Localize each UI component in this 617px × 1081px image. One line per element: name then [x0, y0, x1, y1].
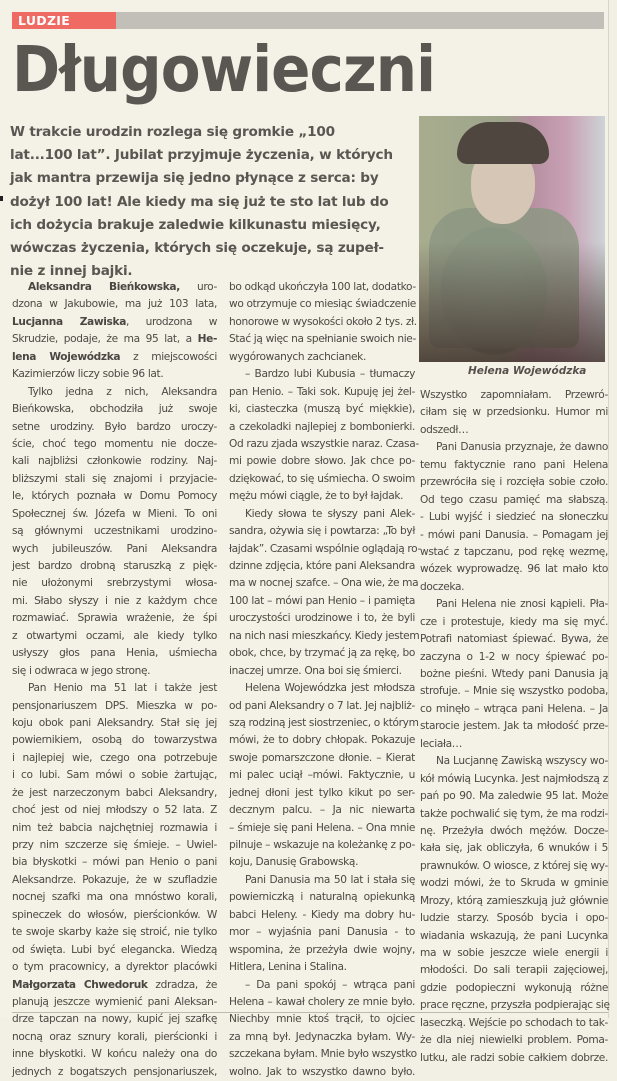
article-line: [229, 296, 415, 313]
text-run: koju, Danusię Grabowską.: [229, 856, 359, 869]
article-line: [12, 889, 217, 906]
article-line: [12, 575, 217, 592]
article-line: [229, 541, 421, 558]
article-line: [229, 837, 415, 854]
article-column-1: [12, 279, 217, 1081]
article-line: [12, 942, 217, 959]
text-run: - Lubi wyjść i siedzieć na słoneczku: [420, 511, 608, 524]
text-run: mi powie dobre słowo. Jak chce po-: [229, 455, 415, 468]
text-run: zaczyna o 1-2 w nocy śpiewać po-: [420, 650, 608, 663]
text-run: ki, ciasteczka (muszą być miękkie),: [229, 403, 415, 416]
article-line: [229, 1046, 415, 1063]
article-line: [229, 575, 419, 592]
article-line: [12, 977, 217, 994]
article-line: [229, 907, 415, 924]
text-run: pilnuje – wskazuje na koleżankę z po-: [229, 839, 415, 851]
article-line: [229, 977, 415, 994]
article-line: [12, 471, 217, 488]
article-line: [420, 631, 608, 648]
text-run: od święta. Lubi być elegancka. Wiedzą: [12, 943, 217, 956]
article-line: [12, 541, 217, 558]
text-run: zdradza, że: [147, 978, 217, 991]
text-run: że jest narzeczonym babci Aleksandry,: [12, 786, 217, 799]
text-run: , urodzona w: [126, 315, 218, 328]
article-line: [229, 558, 415, 575]
text-run: Od tego czasu pamięć ma słabszą.: [420, 493, 608, 506]
article-line: [229, 628, 420, 645]
article-line: [229, 872, 415, 889]
article-line: [420, 666, 608, 683]
article-line: [12, 349, 217, 366]
article-line: [12, 924, 217, 941]
article-line: [12, 436, 217, 453]
article-line: [229, 698, 415, 715]
article-line: [420, 596, 608, 613]
bold-name: Aleksandra Bieńkowska,: [28, 281, 180, 293]
text-run: te swoje skarby każe się stroić, nie tylko: [12, 926, 217, 939]
text-run: usłyszy głos pana Henia, uśmiecha: [12, 647, 217, 660]
text-run: wygórowanych zachcianek.: [229, 350, 366, 363]
article-line: [229, 645, 415, 662]
text-run: bliższymi stali się znajomi i przyjacie-: [12, 472, 217, 485]
photo-caption: Helena Wojewódzka: [468, 365, 587, 377]
text-run: wolno. Jak to wszystko dawno było.: [229, 1065, 415, 1078]
text-run: Mrozy, którą zamieszkują już głównie: [420, 894, 608, 907]
article-line: [229, 732, 415, 749]
article-line: [420, 823, 608, 840]
text-run: nocną oraz sznury korali, pierścionki i: [12, 1030, 217, 1043]
bottom-rule: [12, 1012, 608, 1013]
text-run: le, których poznała w Domu Pomocy: [12, 490, 217, 503]
article-line: [229, 959, 415, 976]
article-line: [420, 474, 608, 491]
article-line: [420, 457, 608, 474]
bold-name: lena Wojewódzka: [12, 350, 121, 363]
article-line: [420, 980, 608, 997]
article-line: [12, 1011, 217, 1028]
text-run: jednych z bogatszych pensjonariuszek,: [12, 1065, 217, 1078]
text-run: Pani Danusia ma 50 lat i stała się: [245, 873, 415, 886]
article-line: [229, 802, 415, 819]
article-line: [12, 837, 217, 854]
text-run: Pani Helena nie znosi kąpieli. Pła-: [436, 598, 608, 611]
article-line: [12, 959, 217, 976]
text-run: obok, chce, by trzymać ją za rękę, bo: [229, 647, 415, 660]
text-run: gdzie podopieczni wykonują różne: [420, 981, 608, 994]
bold-name: He-: [197, 333, 217, 346]
text-run: jest bardzo drobną staruszką z pięk-: [12, 560, 217, 572]
text-run: Aleksandrze. Pokazuje, że w szufladzie: [12, 873, 217, 886]
article-line: [420, 527, 608, 544]
lead-line: jak mantra przewija się jedno płynące z serca: by: [10, 170, 379, 187]
text-run: prawnuków. O wiosce, z której się wy-: [420, 859, 608, 872]
text-run: i najlepiej wie, czego ona potrzebuje: [12, 751, 217, 764]
text-run: – Da pani spokój – wtrąca pani: [245, 978, 415, 991]
text-run: nie ułożonymi srebrzystymi włosa-: [12, 577, 217, 590]
article-line: [12, 279, 217, 296]
text-run: uroczystości urodzinowe i to, że byli: [229, 612, 415, 625]
article-line: [420, 893, 608, 910]
article-line: [229, 889, 415, 906]
article-line: [12, 296, 217, 313]
text-run: Helena Wojewódzka jest młodsza: [245, 682, 415, 695]
article-line: [12, 628, 217, 645]
text-run: jednej dłoni jest tylko kikut po ser-: [229, 786, 415, 799]
article-line: [420, 1032, 608, 1049]
text-run: setne urodziny. Było bardzo uroczy-: [12, 420, 217, 433]
article-line: [12, 820, 217, 837]
article-line: [420, 910, 608, 927]
text-run: Bieńkowska, obchodziła już swoje: [12, 403, 217, 416]
text-run: pan Henio. – Taki sok. Kupuję jej żel-: [229, 385, 415, 398]
article-line: [229, 419, 415, 436]
text-run: Wszystko zapomniałam. Przewró-: [420, 389, 608, 401]
text-run: decznym palcu. – Ja nic niewarta: [229, 804, 415, 817]
article-line: [229, 1064, 415, 1081]
text-run: dzona w Jakubowie, ma już 103 lata,: [12, 298, 217, 311]
text-run: Społecznej św. Józefa w Mieni. To oni: [12, 507, 217, 520]
text-run: wstać z tapczanu, pod rękę wezmę,: [420, 545, 608, 558]
article-line: [420, 701, 608, 718]
text-run: kała się, jak obliczyła, 6 wnuków i 5: [420, 842, 608, 855]
text-run: honorowe w wysokości około 2 tys. zł.: [229, 315, 417, 328]
article-line: [12, 523, 217, 540]
article-line: [12, 1064, 217, 1081]
text-run: z miejscowości: [120, 350, 218, 363]
text-run: inne błyskotki. W końcu należy ona do: [12, 1048, 217, 1061]
article-line: [12, 401, 217, 418]
text-run: się i odwraca w jego stronę.: [12, 664, 151, 677]
margin-mark: [0, 196, 3, 201]
article-line: [229, 767, 415, 784]
headline: Długowieczni: [12, 33, 436, 106]
article-line: [229, 506, 415, 523]
text-run: Hitlera, Lenina i Stalina.: [229, 961, 347, 974]
article-line: [12, 750, 217, 767]
article-line: [420, 439, 608, 456]
bold-name: Małgorzata Chwedoruk: [12, 978, 148, 991]
text-run: ludzie starzy. Sposób bycia i opo-: [420, 912, 608, 925]
text-run: dziękować, to się uśmiecha. O swoim: [229, 472, 415, 485]
article-line: [229, 471, 415, 488]
article-line: [420, 788, 608, 805]
section-header-bar: [12, 12, 604, 29]
article-line: [12, 488, 217, 505]
article-line: [229, 750, 415, 767]
text-run: od pani Aleksandry o 7 lat. Jej najbliż-: [229, 699, 415, 712]
article-line: [420, 962, 608, 979]
article-line: [420, 753, 608, 770]
text-run: Na Lucjannę Zawiską wszyscy wo-: [436, 755, 608, 768]
article-line: [229, 715, 419, 732]
text-run: mi palec uciął –mówi. Faktycznie, u: [229, 769, 415, 782]
article-line: [12, 663, 217, 680]
article-column-3: [420, 387, 608, 1067]
text-run: z otwartymi oczami, ale kiedy tylko: [12, 629, 217, 642]
article-line: [420, 928, 608, 945]
article-line: [420, 509, 608, 526]
text-run: laseczką. Wejście po schodach to tak-: [420, 1016, 608, 1029]
article-line: [420, 683, 608, 700]
text-run: także pochwalić się tym, że ma rodzi-: [420, 807, 608, 820]
article-line: [12, 698, 217, 715]
text-run: ma w sobie jeszcze wiele energii i: [420, 947, 608, 959]
article-line: [229, 401, 415, 418]
text-run: doczeka.: [420, 580, 465, 593]
article-line: [420, 561, 608, 578]
article-line: [12, 453, 217, 470]
article-line: [229, 279, 415, 296]
text-run: ma w nocnej szafce. – Ona wie, że ma: [229, 577, 419, 590]
text-run: wspomina, że przeżyła dwie wojny,: [229, 943, 415, 956]
text-run: - mówi pani Danusia. – Pomagam jej: [420, 528, 608, 541]
text-run: sandra, ożywia się i powtarza: „To był: [229, 525, 415, 538]
article-line: [12, 802, 217, 819]
article-line: [12, 1046, 217, 1063]
text-run: choć jest od niej młodszy o 52 lata. Z: [12, 804, 217, 817]
photo-shade: [419, 242, 605, 362]
lead-paragraph: [10, 121, 410, 283]
article-line: [229, 488, 415, 505]
article-line: [12, 907, 217, 924]
text-run: uro-: [179, 281, 217, 293]
text-run: są głównymi uczestnikami urodzino-: [12, 525, 217, 538]
text-run: – śmieje się pani Helena. – Ona mnie: [229, 821, 415, 834]
section-tag: LUDZIE: [12, 12, 116, 29]
article-line: [229, 942, 415, 959]
article-line: [12, 767, 217, 784]
text-run: mężu mówi ciągle, że to był łajdak.: [229, 490, 404, 503]
text-run: bo odkąd ukończyła 100 lat, dodatko-: [229, 281, 416, 293]
text-run: Kiedy słowa te słyszy pani Alek-: [245, 507, 415, 520]
text-run: szą rodziną jest siostrzeniec, o którym: [229, 716, 419, 729]
text-run: i co lubi. Sam mówi o sobie żartując,: [12, 769, 217, 782]
lead-line: wówczas życzenia, których się oczekuje, są zupeł-: [10, 240, 384, 257]
text-run: Od razu zjada wszystkie naraz. Czasa-: [229, 437, 419, 450]
text-run: wo otrzymuje co miesiąc świadczenie: [229, 298, 416, 311]
article-line: [420, 806, 608, 823]
article-line: [229, 1029, 415, 1046]
article-line: [12, 854, 217, 871]
article-line: [420, 858, 608, 875]
article-line: [229, 1011, 415, 1028]
text-run: – Bardzo lubi Kubusia – tłumaczy: [245, 368, 415, 381]
article-line: [12, 419, 217, 436]
text-run: szczekana byłam. Mnie było wszystko: [229, 1048, 417, 1061]
article-line: [229, 663, 415, 680]
text-run: pań po 90. Ma zaledwie 95 lat. Może: [420, 790, 608, 803]
text-run: a czekoladki najlepiej z bombonierki.: [229, 420, 415, 433]
article-line: [420, 945, 608, 962]
text-run: na nich nasi mieszkańcy. Kiedy jestem: [229, 629, 420, 642]
photo-hat-shape: [457, 122, 549, 164]
text-run: o tym pracownicy, a dyrektor placówki: [12, 961, 217, 974]
text-run: bożne pieśni. Wtedy pani Danusia ją: [420, 668, 608, 680]
article-line: [229, 366, 415, 383]
text-run: mor – wyjaśnia pani Danusia - to: [229, 926, 415, 939]
text-run: przy nim szczerze się śmieje. – Uwiel-: [12, 839, 217, 851]
article-line: [229, 680, 415, 697]
article-line: [12, 558, 217, 575]
article-line: [420, 840, 608, 857]
article-line: [420, 544, 608, 561]
article-line: [420, 736, 608, 753]
text-run: strofuje. – Mnie się wszystko podoba,: [420, 685, 608, 698]
lead-line: nie z innej bajki.: [10, 263, 133, 280]
text-run: Stać ją więc na spełnianie swoich nie-: [229, 333, 416, 346]
article-line: [229, 994, 415, 1011]
article-line: [12, 872, 217, 889]
article-line: [420, 1050, 608, 1067]
text-run: wózek wyprowadzę. 96 lat mało kto: [420, 563, 608, 576]
article-line: [12, 384, 217, 401]
text-run: powiernikiem, osobą do towarzystwa: [12, 734, 217, 747]
text-run: przewróciła się i rozcięła sobie czoło.: [420, 476, 608, 489]
article-line: [420, 404, 608, 421]
text-run: starocie jestem. Jak ta młodość prze-: [420, 720, 608, 733]
article-line: [420, 387, 608, 404]
article-line: [420, 718, 608, 735]
text-run: temu faktycznie rano pani Helena: [420, 458, 608, 471]
text-run: Potrafi natomiast śpiewać. Bywa, że: [420, 633, 608, 646]
article-line: [420, 649, 608, 666]
article-line: [229, 523, 415, 540]
article-line: [420, 875, 608, 892]
text-run: prace ręczne, przyszła podpierając się: [420, 999, 610, 1012]
article-line: [12, 314, 217, 331]
bold-name: Lucjanna Zawiska: [12, 315, 126, 328]
text-run: Skrudzie, podaje, że ma 95 lat, a: [12, 333, 198, 346]
text-run: mówi, że to dobry chłopak. Pokazuje: [229, 734, 415, 747]
article-line: [229, 436, 419, 453]
text-run: za mną był. Jedynaczka byłam. Wy-: [229, 1030, 415, 1043]
text-run: kół mówią Lucynka. Jest najmłodszą z: [420, 772, 608, 785]
text-run: mi. Słabo słyszy i nie z każdym chce: [12, 594, 217, 607]
article-line: [12, 785, 217, 802]
article-line: [229, 349, 415, 366]
article-line: [229, 854, 415, 871]
article-line: [229, 924, 415, 941]
article-line: [229, 314, 415, 331]
text-run: wodzi mówi, że to Skruda w gminie: [420, 877, 608, 890]
article-line: [12, 680, 217, 697]
article-line: [12, 593, 217, 610]
article-line: [420, 771, 608, 788]
text-run: rozmawiać. Sprawia wrażenie, że śpi: [12, 612, 217, 625]
text-run: pensjonariuszem DPS. Mieszka w po-: [12, 699, 217, 712]
text-run: babci Heleny. - Kiedy ma dobry hu-: [229, 908, 415, 921]
text-run: koju obok pani Aleksandry. Stał się jej: [12, 716, 217, 729]
article-line: [12, 994, 217, 1011]
text-run: dzinne zdjęcia, które pani Aleksandra: [229, 560, 415, 572]
text-run: powierniczką i naturalną opiekunką: [229, 891, 415, 904]
text-run: kali najbliżsi członkowie rodziny. Naj-: [12, 455, 217, 468]
text-run: łajdak”. Czasami wspólnie oglądają ro-: [229, 542, 421, 555]
article-line: [420, 422, 608, 439]
text-run: że dla niej niewielki problem. Poma-: [420, 1034, 608, 1047]
article-line: [12, 506, 217, 523]
article-line: [12, 645, 217, 662]
text-run: nim też babcia najchętniej rozmawia i: [12, 821, 217, 834]
article-line: [420, 579, 608, 596]
article-line: [420, 492, 608, 509]
article-line: [229, 593, 415, 610]
article-line: [420, 614, 608, 631]
article-column-2: [229, 279, 421, 1081]
text-run: lutku, ale radzi sobie całkiem dobrze.: [420, 1051, 608, 1064]
article-line: [12, 610, 217, 627]
text-run: ście, choć tego momentu nie docze-: [12, 437, 217, 450]
article-line: [229, 820, 415, 837]
article-line: [420, 1015, 608, 1032]
text-run: nę. Przeżyła dwóch mężów. Docze-: [420, 824, 608, 837]
text-run: bia błyskotki – mówi pan Henio o pani: [12, 856, 217, 869]
article-line: [12, 366, 217, 383]
text-run: 100 lat – mówi pan Henio – i pamięta: [229, 594, 415, 607]
article-line: [12, 331, 217, 348]
text-run: drze tapczan na nowy, kupić jej szafkę: [12, 1013, 217, 1026]
article-line: [229, 610, 415, 627]
text-run: planują jeszcze wymienić pani Aleksan-: [12, 995, 217, 1008]
article-line: [12, 732, 217, 749]
text-run: spineczek do włosów, pierścionków. W: [12, 908, 217, 921]
text-run: odszedł…: [420, 423, 469, 436]
text-run: cze i protestuje, kiedy ma się myć.: [420, 615, 608, 628]
text-run: Pan Henio ma 51 lat i także jest: [28, 682, 217, 695]
text-run: Kazimierzów liczy sobie 96 lat.: [12, 368, 164, 381]
text-run: inaczej umrze. Ona boi się śmierci.: [229, 664, 402, 677]
text-run: młodości. Do sali terapii zajęciowej,: [420, 964, 608, 977]
text-run: nocnej szafki ma ona mnóstwo korali,: [12, 891, 217, 904]
article-line: [12, 715, 217, 732]
article-line: [229, 331, 415, 348]
text-run: Tylko jedna z nich, Aleksandra: [28, 385, 217, 398]
lead-line: lat...100 lat”. Jubilat przyjmuje życzenia, w których: [10, 147, 393, 164]
article-line: [229, 785, 415, 802]
text-run: wiadania wskazują, że pani Lucynka: [420, 929, 608, 942]
text-run: Helena – kawał cholery ze mnie było.: [229, 995, 415, 1008]
text-run: ciłam się w przedsionku. Humor mi: [420, 406, 608, 419]
text-run: Niechby mnie ktoś trącił, to ojciec: [229, 1013, 415, 1026]
text-run: Pani Danusia przyznaje, że dawno: [436, 441, 608, 454]
article-line: [12, 1029, 217, 1046]
text-run: wych jubileuszów. Pani Aleksandra: [12, 542, 217, 555]
lead-line: ich dożycia brakuje zaledwie kilkunastu miesięcy,: [10, 216, 381, 233]
portrait-photo: [419, 116, 605, 362]
article-line: [229, 453, 415, 470]
lead-line: W trakcie urodzin rozlega się gromkie „100: [10, 124, 335, 140]
text-run: swoje pomarszczone dłonie. – Kierat: [229, 751, 415, 764]
text-run: co minęło – wtrąca pani Helena. – Ja: [420, 702, 608, 715]
text-run: leciała…: [420, 737, 463, 750]
lead-line: dożył 100 lat! Ale kiedy ma się już te sto lat lub do: [10, 193, 389, 210]
article-line: [229, 384, 415, 401]
